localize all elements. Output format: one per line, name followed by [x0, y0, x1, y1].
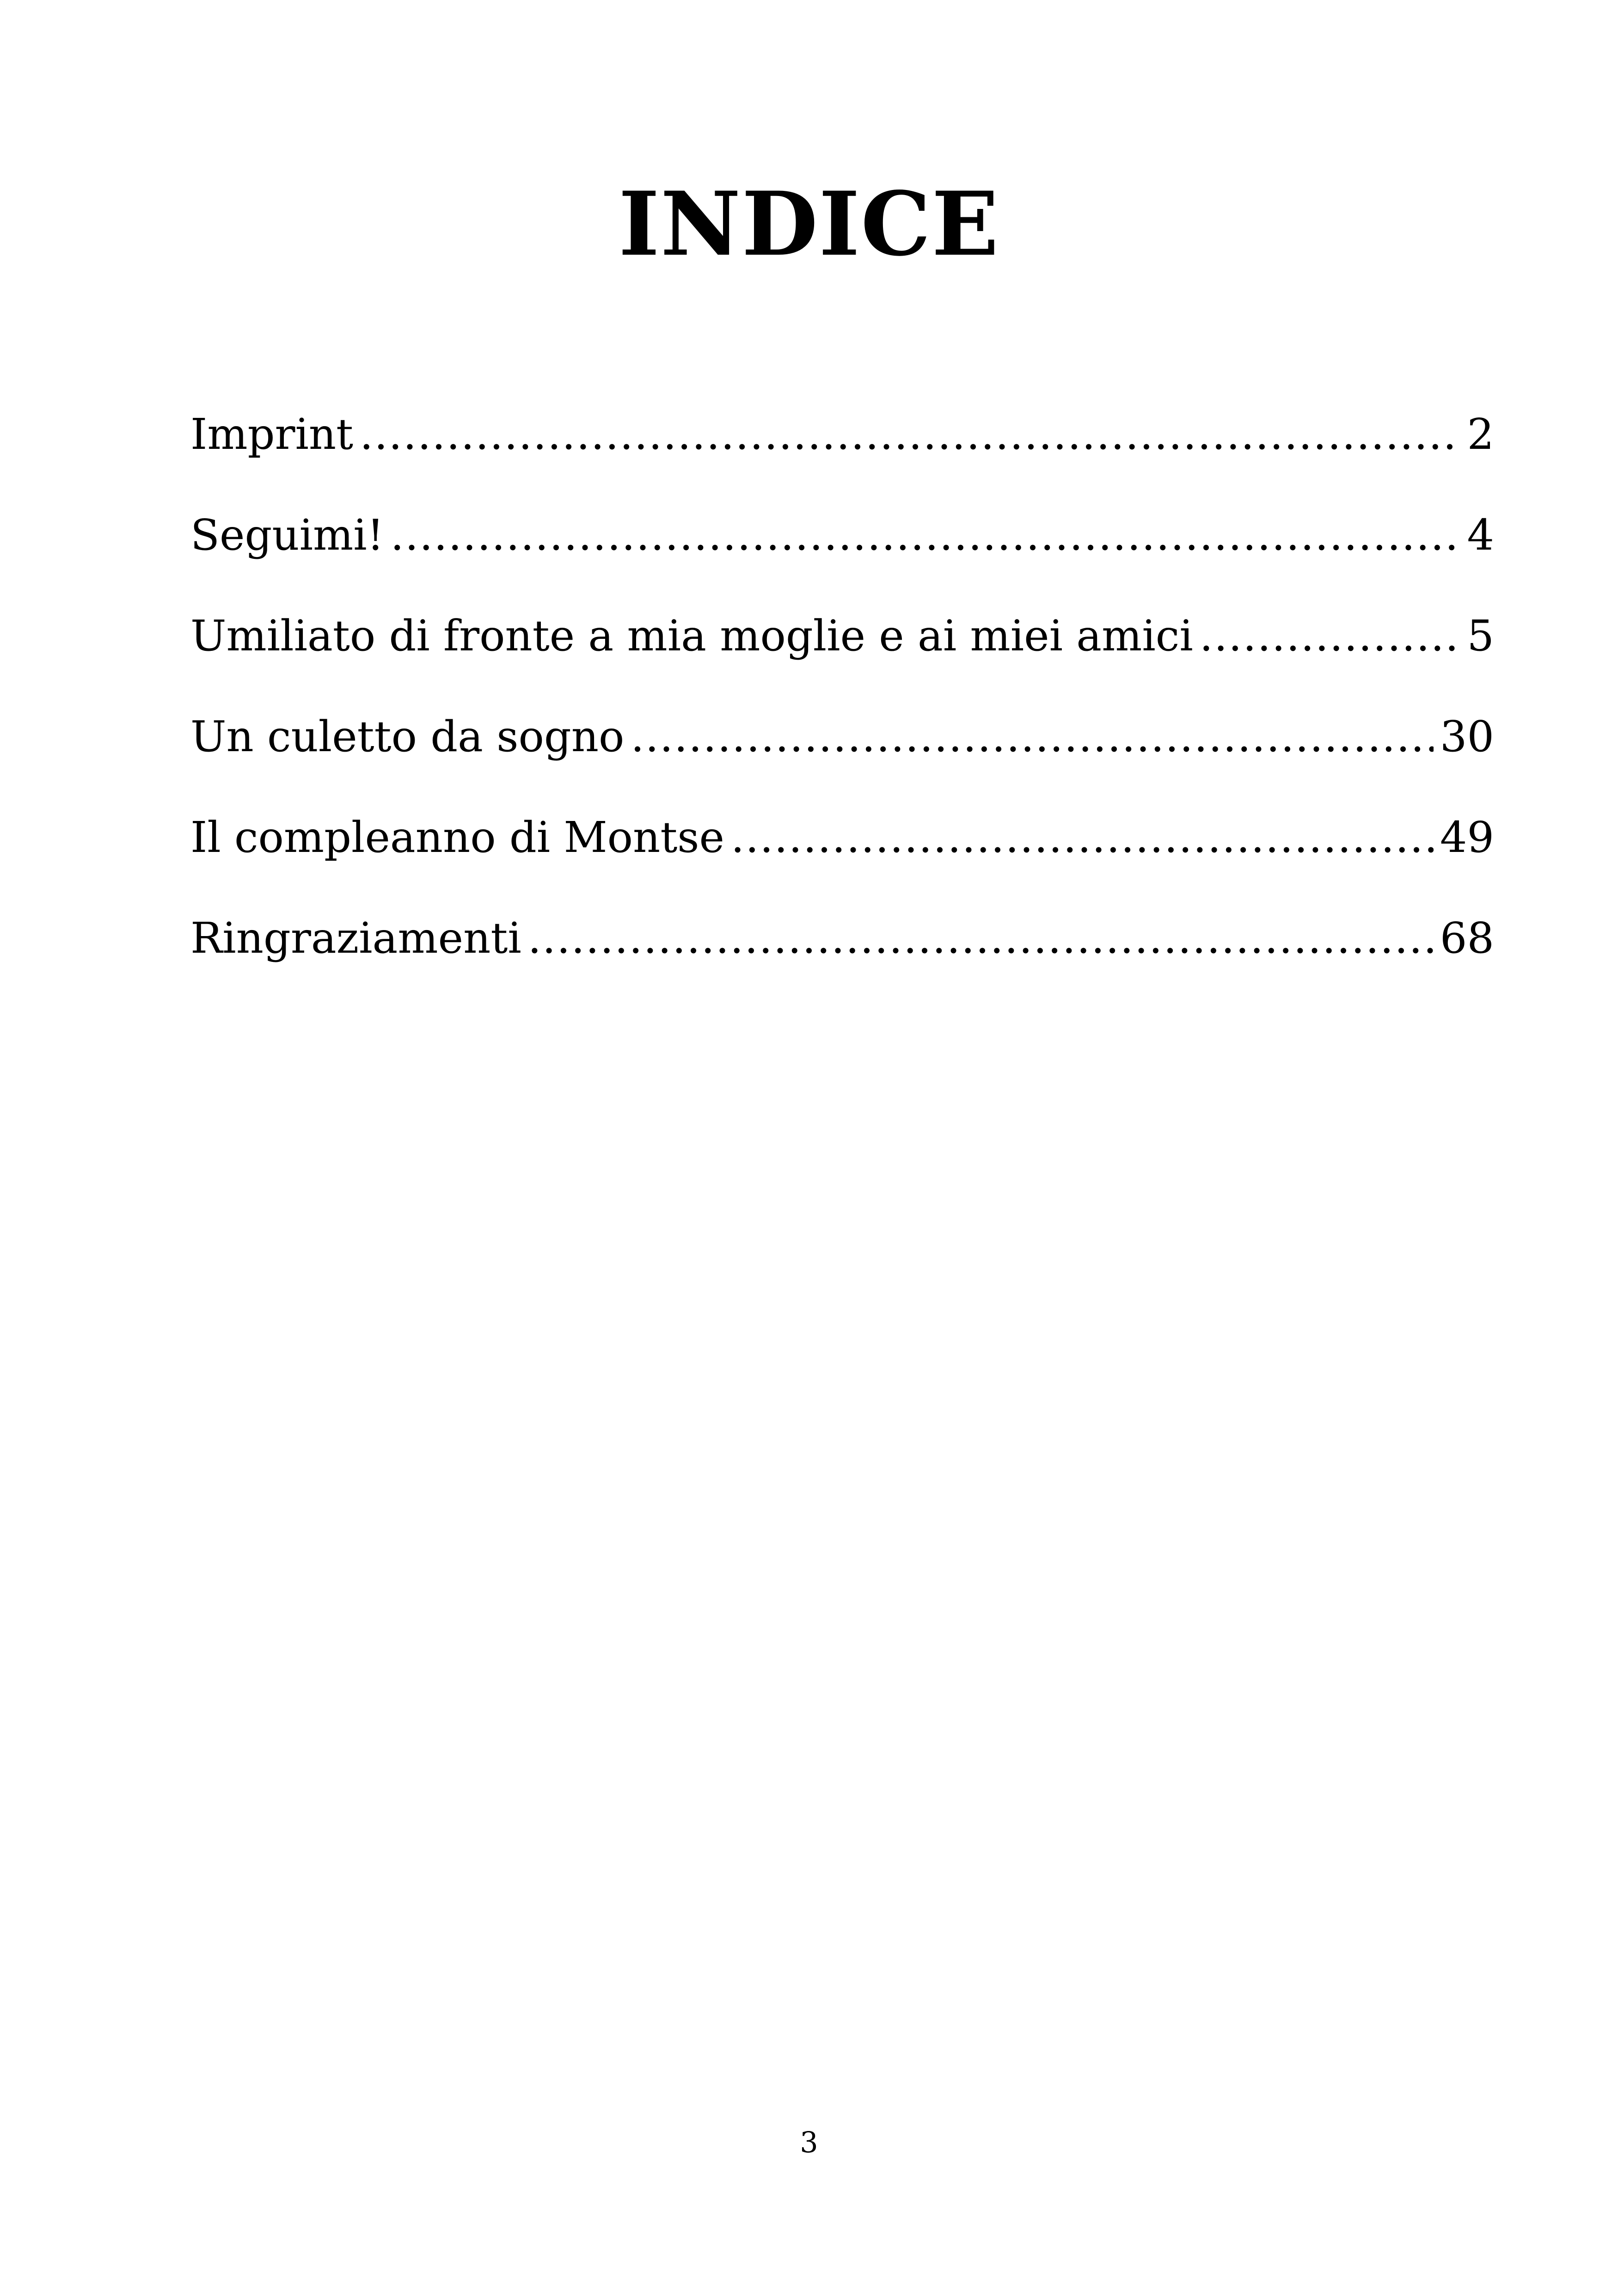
toc-entry-page: 2 [1467, 410, 1494, 459]
toc-entry-label: Il compleanno di Montse [190, 813, 724, 862]
toc-dot-leader [391, 503, 1461, 568]
toc-entry-label: Un culetto da sogno [190, 712, 625, 761]
toc-entry-compleanno[interactable] [190, 805, 1494, 906]
toc-entry-label: Seguimi! [190, 510, 384, 560]
toc-entry-ringraziamenti[interactable] [190, 906, 1494, 1007]
toc-entry-label: Umiliato di fronte a mia moglie e ai miei amici [190, 611, 1193, 661]
toc-entry-page: 68 [1440, 913, 1494, 963]
toc-dot-leader [731, 805, 1434, 870]
toc-dot-leader [1200, 604, 1461, 668]
page-title: INDICE [618, 172, 1000, 276]
toc-entry-page: 30 [1440, 712, 1494, 761]
toc-entry-culetto[interactable] [190, 704, 1494, 805]
toc-entry-imprint[interactable] [190, 402, 1494, 503]
toc-entry-label: Ringraziamenti [190, 913, 521, 963]
toc-dot-leader [360, 402, 1460, 467]
toc-entry-page: 49 [1440, 813, 1494, 862]
toc-dot-leader [631, 704, 1434, 769]
toc-entry-page: 5 [1467, 611, 1494, 661]
table-of-contents [190, 402, 1494, 1007]
toc-entry-umiliato[interactable] [190, 604, 1494, 704]
toc-entry-page: 4 [1467, 510, 1494, 560]
toc-entry-seguimi[interactable] [190, 503, 1494, 604]
toc-dot-leader [528, 906, 1434, 971]
page-number: 3 [800, 2125, 818, 2159]
toc-entry-label: Imprint [190, 410, 354, 459]
